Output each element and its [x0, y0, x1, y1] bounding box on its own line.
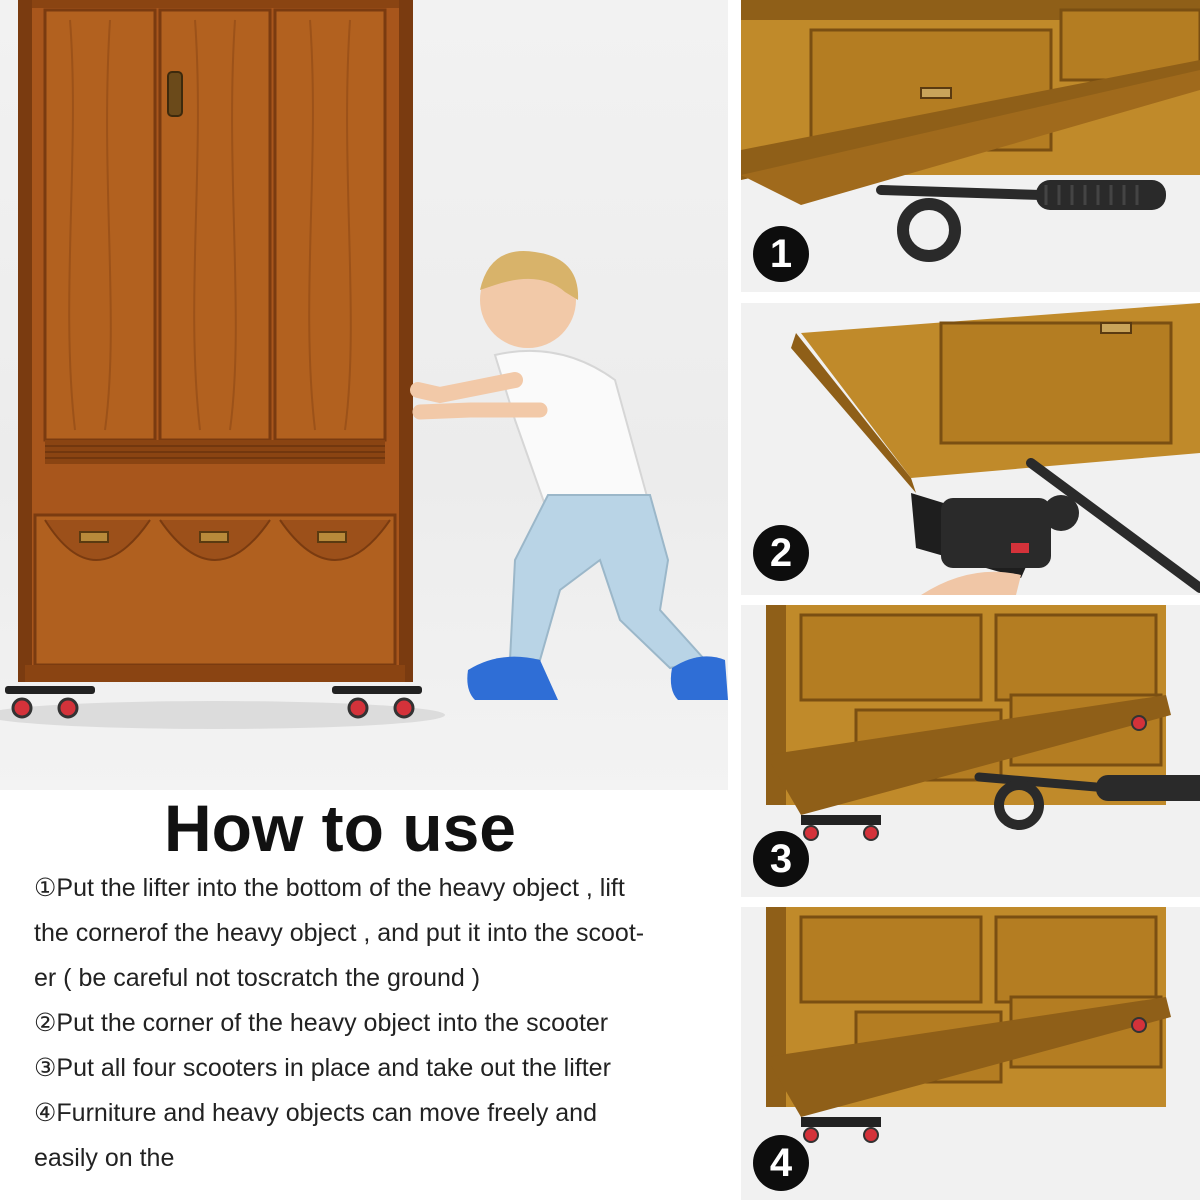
- instruction-line: ①Put the lifter into the bottom of the heavy object , lift: [34, 874, 625, 902]
- step-2-panel: [741, 303, 1200, 595]
- step-1-panel: [741, 0, 1200, 292]
- step-number-badge: 3: [753, 831, 809, 887]
- instruction-line: ②Put the corner of the heavy object into the scooter: [34, 1009, 609, 1037]
- hero-illustration: [0, 0, 728, 790]
- step-3-photo: [741, 605, 1200, 897]
- step-number-badge: 4: [753, 1135, 809, 1191]
- step-number-badge: 2: [753, 525, 809, 581]
- instruction-line: the cornerof the heavy object , and put it into the scoot-: [34, 919, 645, 947]
- child-pushing: [418, 251, 728, 700]
- step-3-panel: [741, 605, 1200, 897]
- step-1-photo: [741, 0, 1200, 292]
- instruction-line: easily on the: [34, 1144, 175, 1172]
- step-number-badge: 1: [753, 226, 809, 282]
- wardrobe: [18, 0, 413, 682]
- hero-photo: [0, 0, 728, 790]
- instruction-line: ③Put all four scooters in place and take out the lifter: [34, 1054, 611, 1082]
- instruction-line: er ( be careful not toscratch the ground ): [34, 964, 481, 992]
- instructions-list: [34, 866, 714, 1181]
- page-title: How to use: [163, 791, 516, 865]
- step-4-panel: [741, 907, 1200, 1200]
- instruction-line: ④Furniture and heavy objects can move freely and: [34, 1099, 597, 1127]
- step-4-photo: [741, 907, 1200, 1200]
- step-2-photo: [741, 303, 1200, 595]
